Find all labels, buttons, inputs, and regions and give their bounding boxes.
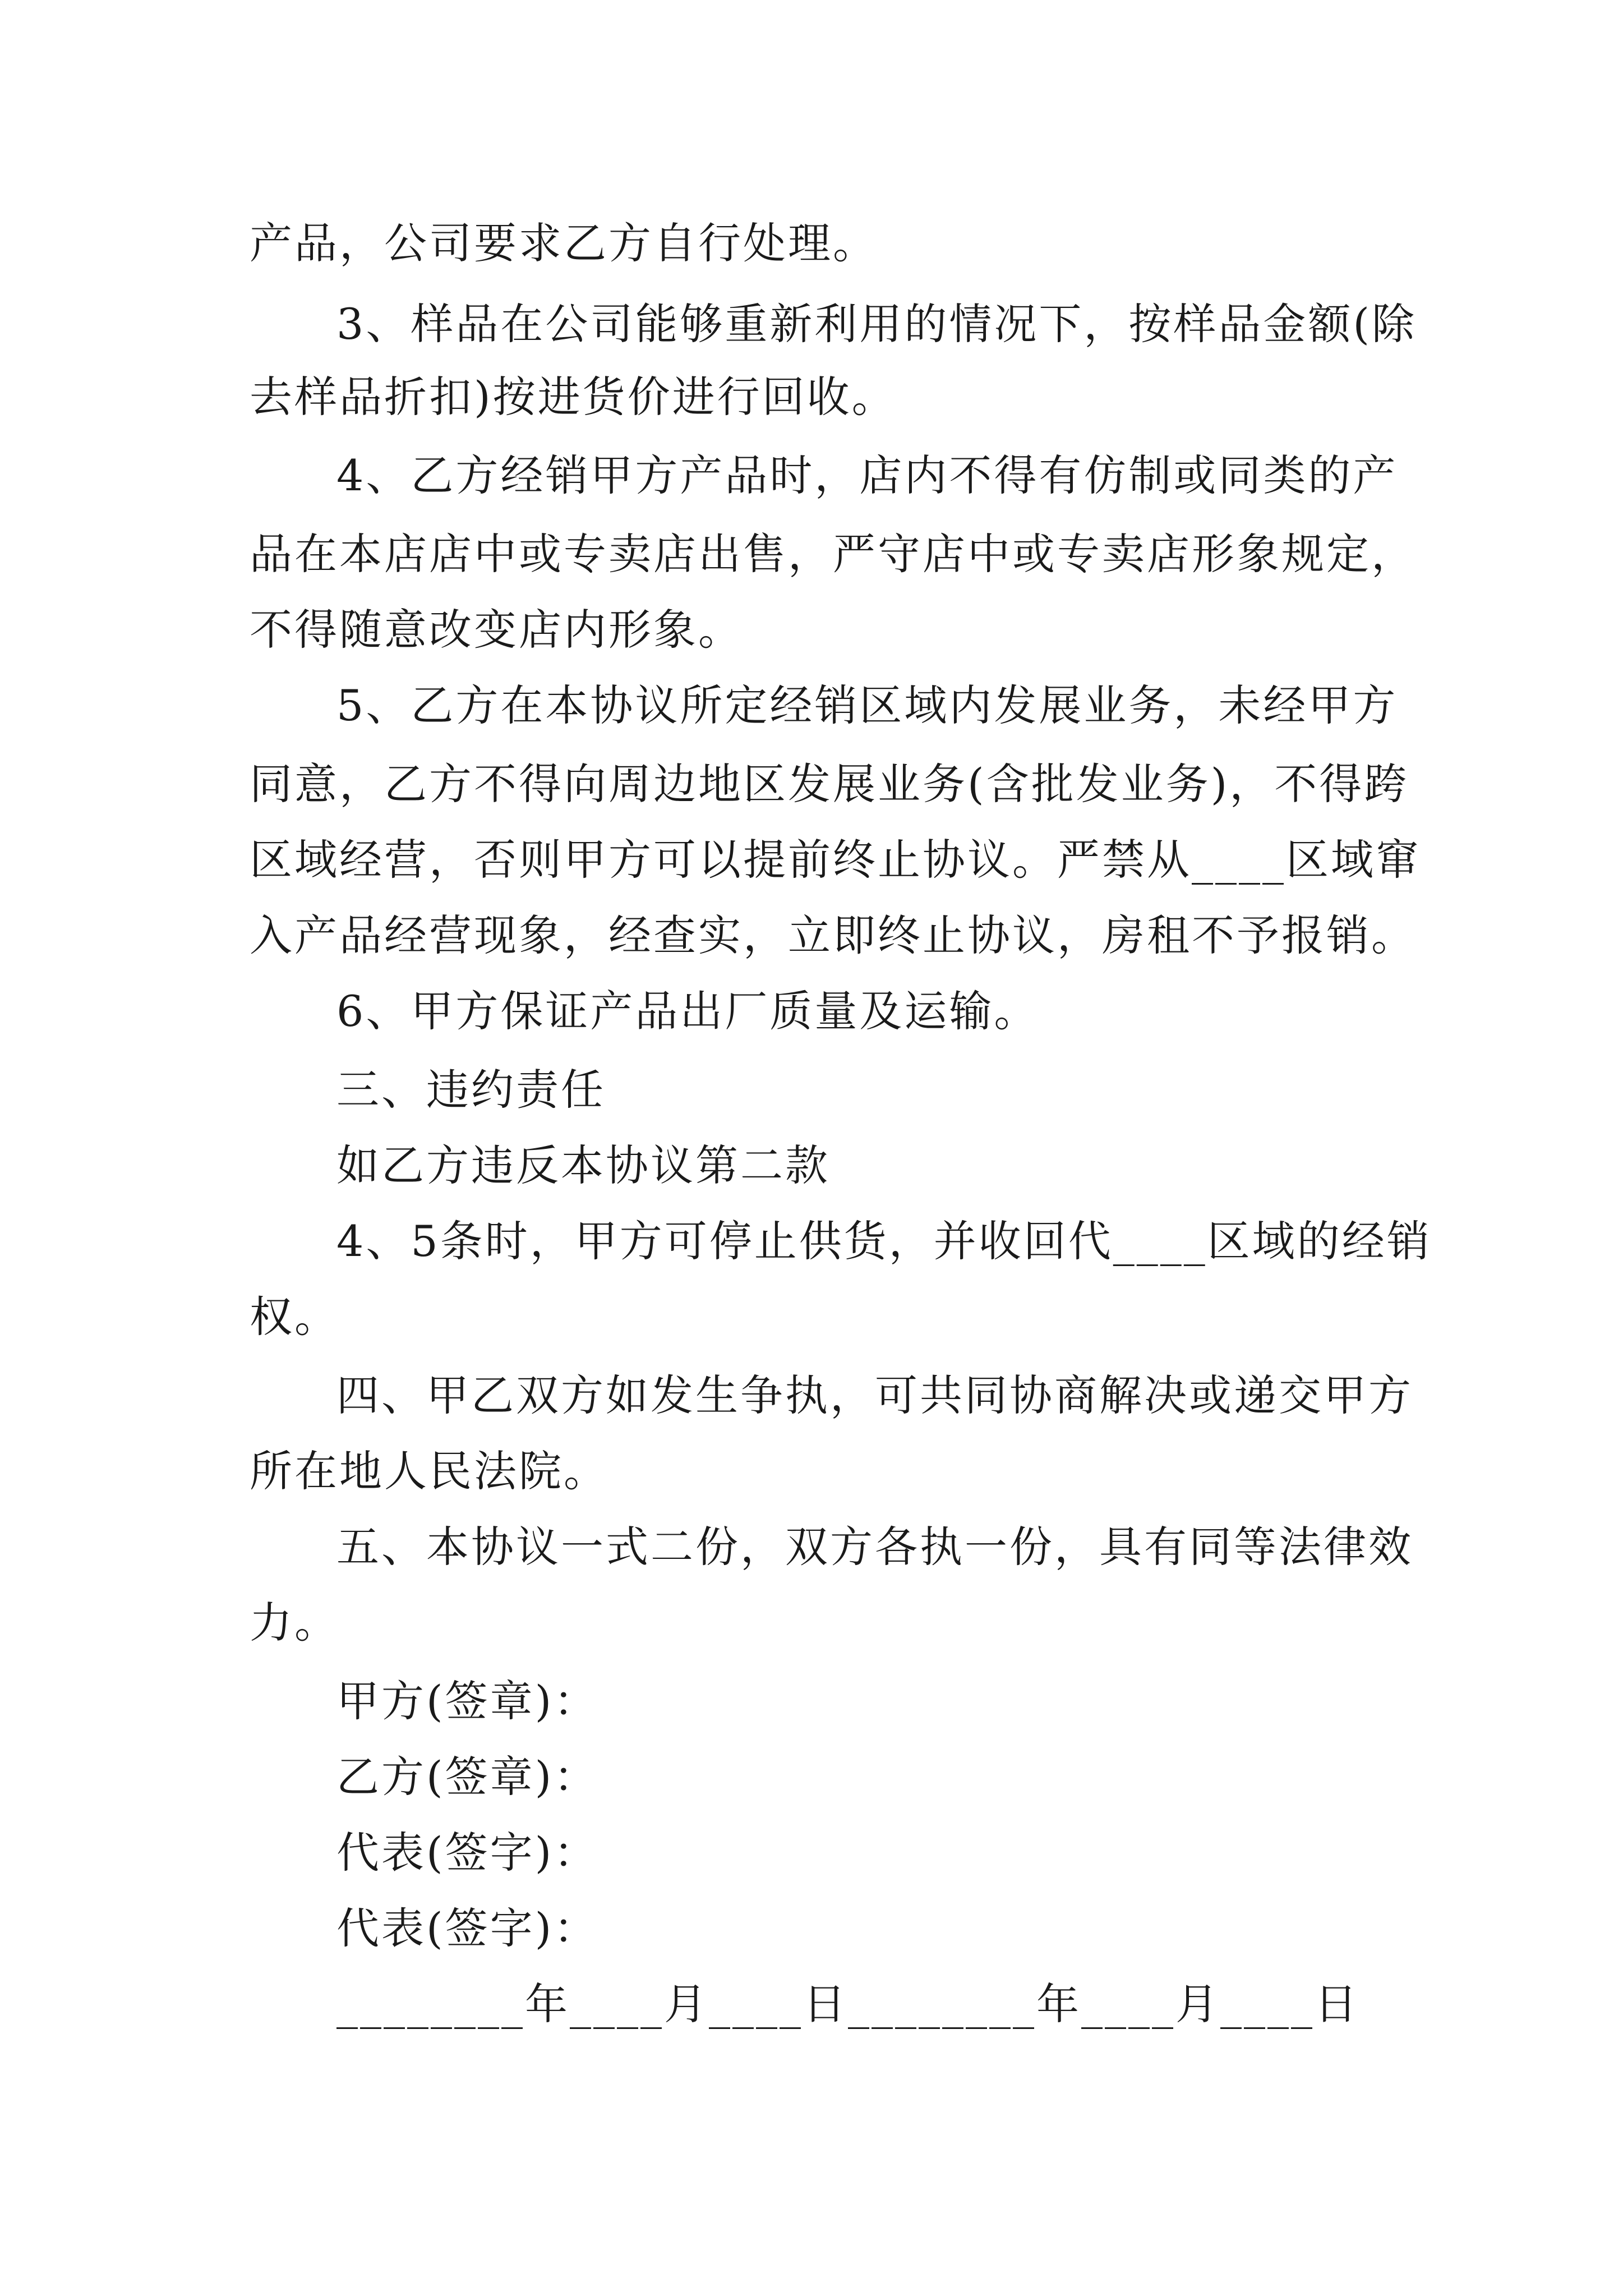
- text-line: 4、5条时，甲方可停止供货，并收回代____区域的经销: [336, 1216, 1432, 1266]
- text-line: 品在本店店中或专卖店出售，严守店中或专卖店形象规定，: [250, 529, 1416, 579]
- text-line: 如乙方违反本协议第二款: [336, 1140, 830, 1190]
- text-line: 所在地人民法院。: [250, 1446, 608, 1496]
- text-line: 力。: [250, 1598, 339, 1648]
- signature-representative-b: 代表(签字)：: [336, 1903, 599, 1953]
- text-line: 权。: [250, 1292, 339, 1342]
- text-line: 同意，乙方不得向周边地区发展业务(含批发业务)，不得跨: [250, 759, 1409, 809]
- date-line: ________年____月____日________年____月____日: [336, 1979, 1359, 2029]
- text-line: 入产品经营现象，经查实，立即终止协议，房租不予报销。: [250, 910, 1416, 960]
- text-line: 3、样品在公司能够重新利用的情况下，按样品金额(除: [336, 299, 1417, 349]
- text-line: 四、甲乙双方如发生争执，可共同协商解决或递交甲方: [336, 1370, 1413, 1420]
- text-line: 五、本协议一式二份，双方各执一份，具有同等法律效: [336, 1522, 1413, 1572]
- text-line: 区域经营，否则甲方可以提前终止协议。严禁从____区域窜: [250, 835, 1421, 885]
- text-line: 5、乙方在本协议所定经销区域内发展业务，未经甲方: [336, 680, 1398, 730]
- text-line: 产品，公司要求乙方自行处理。: [250, 218, 878, 268]
- text-line: 去样品折扣)按进货价进行回收。: [250, 372, 897, 422]
- text-line: 4、乙方经销甲方产品时，店内不得有仿制或同类的产: [336, 450, 1398, 500]
- section-heading: 三、违约责任: [336, 1065, 606, 1115]
- text-line: 不得随意改变店内形象。: [250, 605, 743, 655]
- signature-party-b: 乙方(签章)：: [336, 1752, 599, 1802]
- text-line: 6、甲方保证产品出厂质量及运输。: [336, 986, 1039, 1036]
- signature-party-a: 甲方(签章)：: [336, 1676, 599, 1726]
- signature-representative-a: 代表(签字)：: [336, 1828, 599, 1878]
